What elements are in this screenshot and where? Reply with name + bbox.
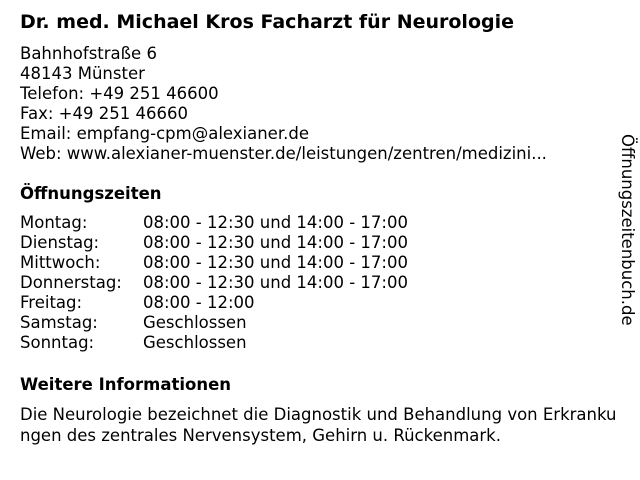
email-line: Email: empfang-cpm@alexianer.de [20, 124, 309, 143]
brand-watermark: Öffnungszeitenbuch.de [618, 134, 637, 326]
hours-row-sunday [20, 333, 408, 353]
day-label: Donnerstag: [20, 273, 122, 292]
opening-hours-table [20, 213, 408, 353]
day-label: Freitag: [20, 293, 83, 312]
hours-row-friday [20, 293, 408, 313]
time-value: Geschlossen [143, 333, 247, 352]
info-text: Die Neurologie bezeichnet die Diagnostik und Behandlung von Erkrankungen des zentrales Nervensystem, Gehirn u. Rückenmark. [20, 405, 617, 445]
phone-line: Telefon: +49 251 46600 [20, 84, 219, 103]
hours-heading: Öffnungszeiten [20, 184, 162, 203]
time-value: 08:00 - 12:00 [143, 293, 255, 312]
day-label: Montag: [20, 213, 88, 232]
time-value: Geschlossen [143, 313, 247, 332]
web-line: Web: www.alexianer-muenster.de/leistungen/zentren/medizini... [20, 144, 547, 163]
contact-block [20, 44, 547, 164]
address-city: 48143 Münster [20, 64, 145, 83]
fax-line: Fax: +49 251 46660 [20, 104, 188, 123]
hours-row-saturday [20, 313, 408, 333]
day-label: Mittwoch: [20, 253, 101, 272]
address-street: Bahnhofstraße 6 [20, 44, 157, 63]
day-label: Sonntag: [20, 333, 95, 352]
day-label: Dienstag: [20, 233, 100, 252]
info-heading: Weitere Informationen [20, 375, 232, 394]
hours-row-thursday [20, 273, 408, 293]
page-title: Dr. med. Michael Kros Facharzt für Neurologie [20, 11, 514, 33]
time-value: 08:00 - 12:30 und 14:00 - 17:00 [143, 273, 408, 292]
hours-row-monday [20, 213, 408, 233]
time-value: 08:00 - 12:30 und 14:00 - 17:00 [143, 233, 408, 252]
hours-row-wednesday [20, 253, 408, 273]
time-value: 08:00 - 12:30 und 14:00 - 17:00 [143, 253, 408, 272]
hours-row-tuesday [20, 233, 408, 253]
time-value: 08:00 - 12:30 und 14:00 - 17:00 [143, 213, 408, 232]
day-label: Samstag: [20, 313, 98, 332]
